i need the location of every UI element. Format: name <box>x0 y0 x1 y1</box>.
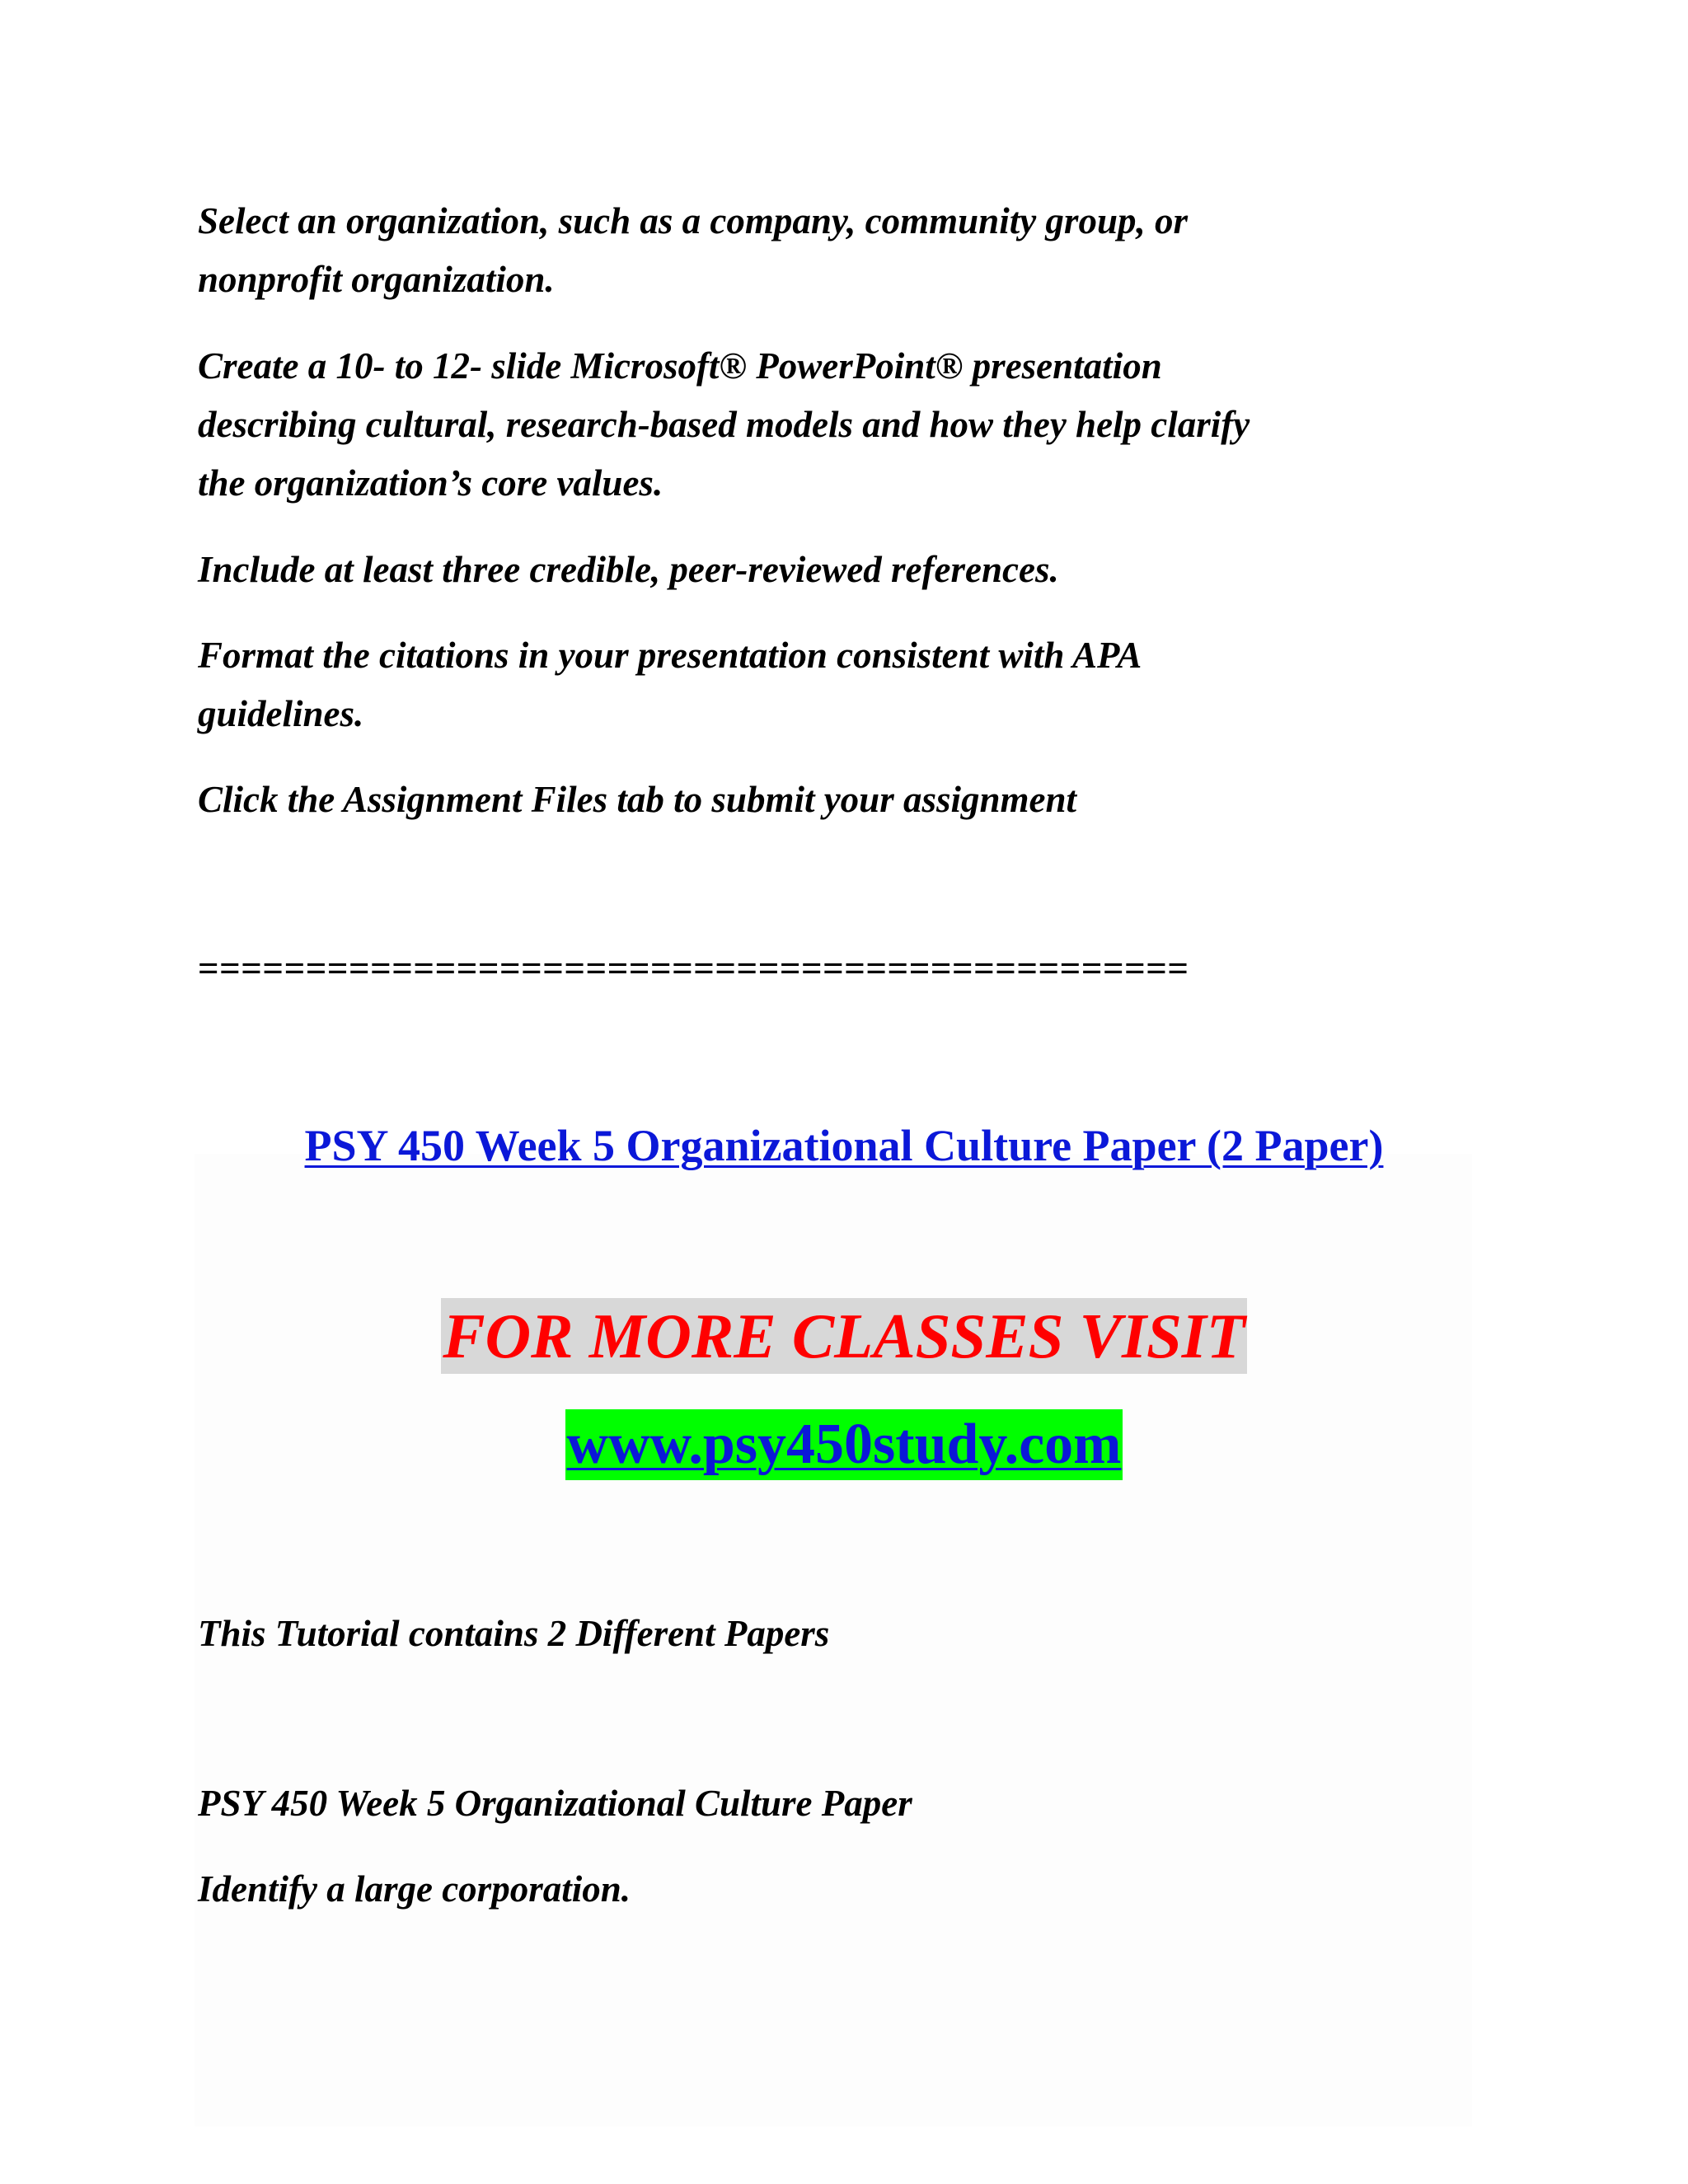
instruction-line: Click the Assignment Files tab to submit your assignment <box>198 779 1077 820</box>
paper-title: PSY 450 Week 5 Organizational Culture Paper <box>198 1783 912 1824</box>
instruction-line: Create a 10- to 12- slide Microsoft® PowerPoint® presentation <box>198 345 1162 387</box>
instruction-line: Select an organization, such as a company, community group, or <box>198 200 1188 241</box>
course-title <box>0 1113 1688 1179</box>
url-highlight <box>565 1409 1123 1480</box>
visit-banner <box>0 1298 1688 1374</box>
tutorial-note: This Tutorial contains 2 Different Papers <box>198 1613 830 1654</box>
visit-text: FOR MORE CLASSES VISIT <box>441 1298 1247 1374</box>
website-link[interactable]: www.psy450study.com <box>566 1413 1122 1476</box>
course-link[interactable]: PSY 450 Week 5 Organizational Culture Paper (2 Paper) <box>304 1121 1384 1170</box>
instruction-line: Format the citations in your presentation consistent with APA <box>198 635 1142 676</box>
section-divider: ============================================== <box>198 948 1189 989</box>
instruction-line: the organization’s core values. <box>198 462 663 504</box>
url-banner <box>0 1409 1688 1480</box>
instruction-line: describing cultural, research-based models and how they help clarify <box>198 404 1250 445</box>
paper-instruction: Identify a large corporation. <box>198 1868 631 1910</box>
instruction-line: nonprofit organization. <box>198 259 555 300</box>
instruction-line: Include at least three credible, peer-reviewed references. <box>198 549 1059 590</box>
instruction-line: guidelines. <box>198 693 364 734</box>
